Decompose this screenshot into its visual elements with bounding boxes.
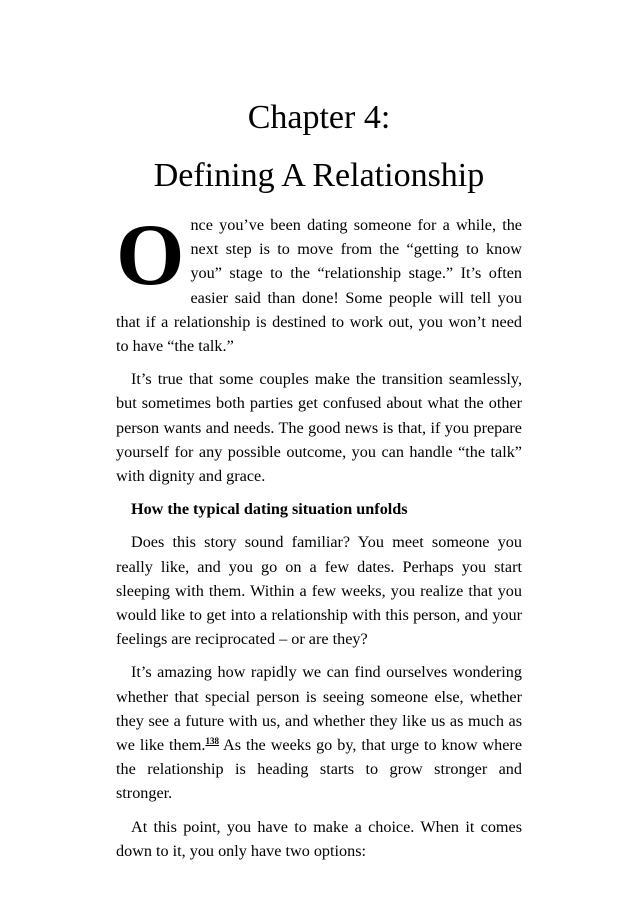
paragraph-4-text: It’s amazing how rapidly we can find ourselves wondering whether that special person is seeing someone else, whether they see a future with us, and whether they like us as much as we like them. <box>116 663 522 755</box>
chapter-title: Defining A Relationship <box>153 157 485 194</box>
intro-paragraph <box>116 207 522 358</box>
section-heading: How the typical dating situation unfolds <box>131 500 408 519</box>
drop-cap: O <box>116 207 185 304</box>
chapter-number: Chapter 4: <box>247 99 391 136</box>
paragraph-3: Does this story sound familiar? You meet someone you really like, and you go on a few dates. Perhaps you start sleeping with them. Within a few weeks, you realize that you would like to get into a relationship with this person, and your feelings are reciprocated – or are they? <box>116 533 522 649</box>
paragraph-4-continuation: As the weeks go by, that urge to know where the relationship is heading starts to grow stronger and stronger. <box>116 736 523 803</box>
intro-text: nce you’ve been dating someone for a while, the next step is to move from the “getting to know you” stage to the “relationship stage.” It’s often easier said than done! Some people will tell you that if a relationship is destined to work out, you won’t need to have “the talk.” <box>116 216 522 356</box>
paragraph-4 <box>116 660 522 805</box>
footnote-reference[interactable]: 138 <box>205 736 219 747</box>
paragraph-2: It’s true that some couples make the transition seamlessly, but sometimes both parties get confused about what the other person wants and needs. The good news is that, if you prepare yourself for any possible outcome, you can handle “the talk” with dignity and grace. <box>116 370 522 486</box>
chapter-body <box>116 207 523 872</box>
paragraph-5: At this point, you have to make a choice. When it comes down to it, you only have two options: <box>116 817 522 860</box>
